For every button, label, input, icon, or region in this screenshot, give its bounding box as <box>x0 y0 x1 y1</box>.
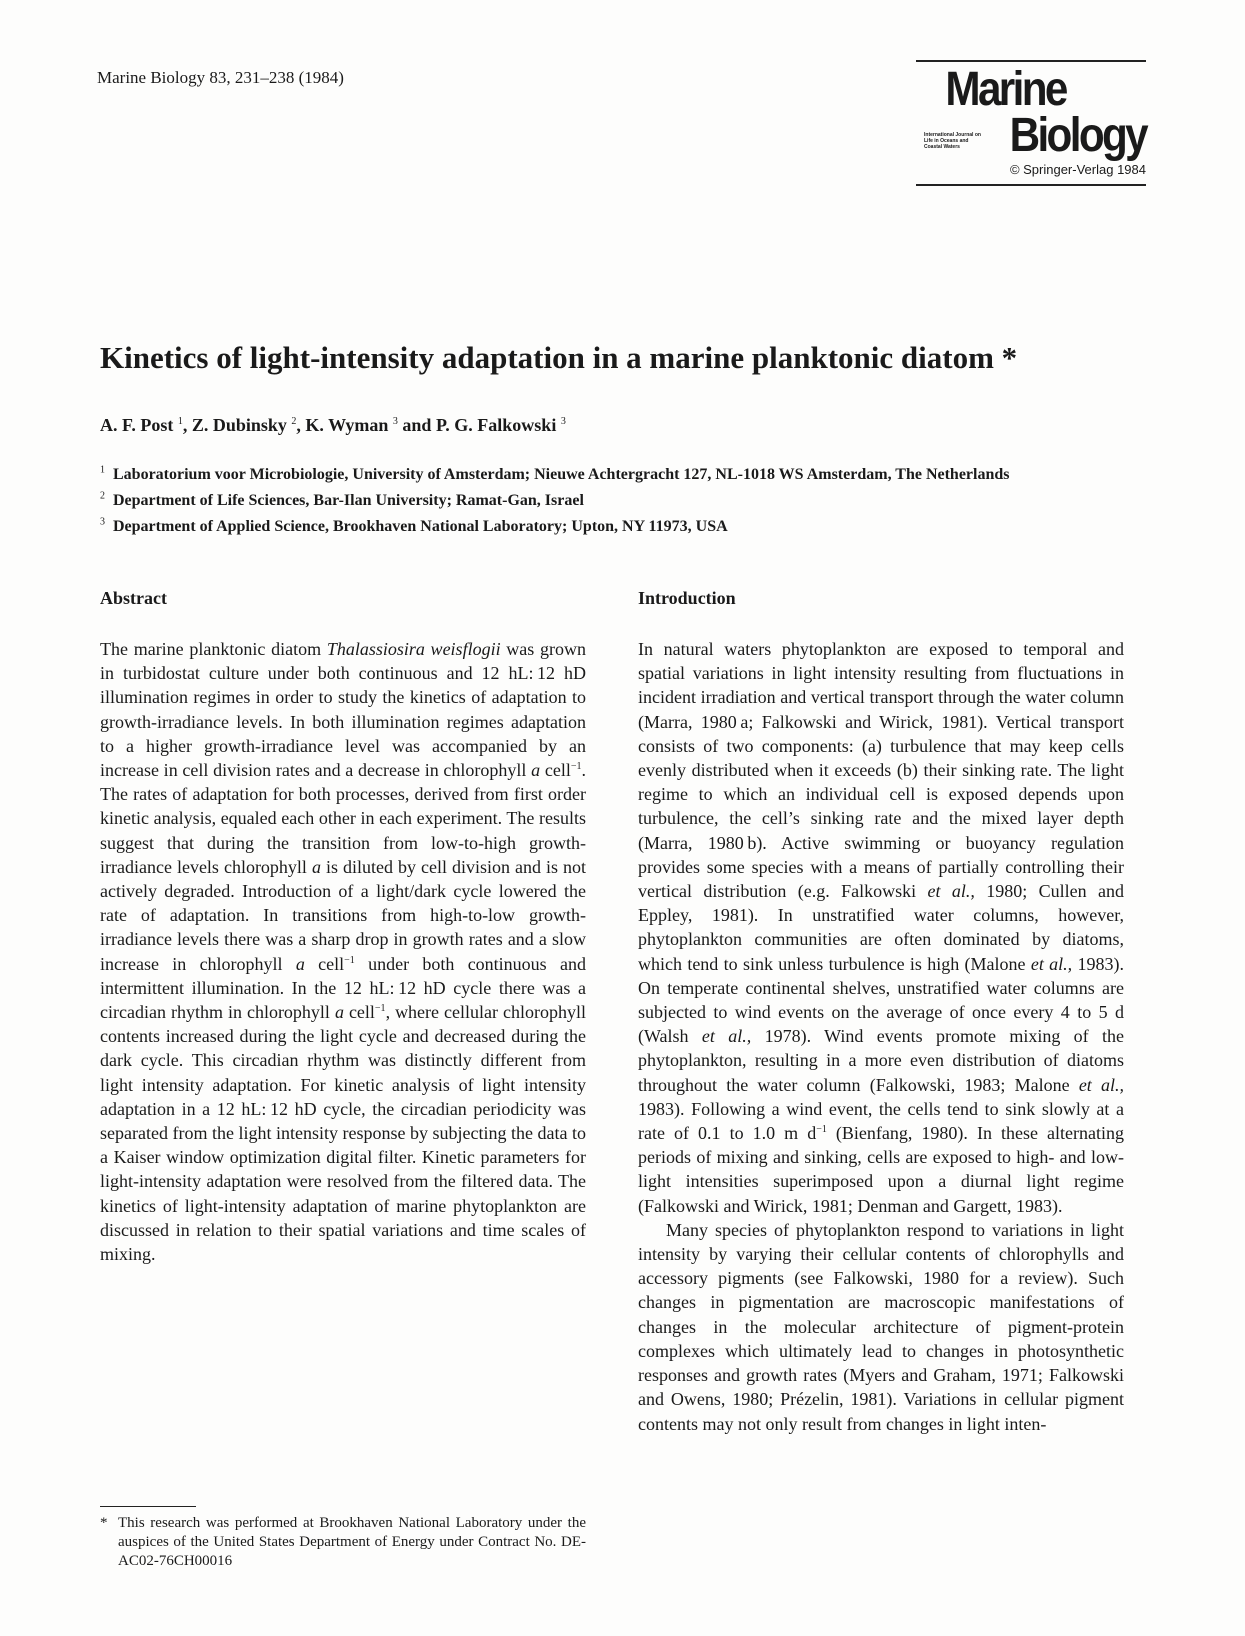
author-affiliation-mark: 2 <box>291 416 297 427</box>
journal-citation: Marine Biology 83, 231–238 (1984) <box>97 68 344 87</box>
footnote-text: This research was performed at Brookhaven National Laboratory under the auspices of the United States Department of Energy under Contract No. DE-AC02-76CH00016 <box>118 1515 586 1569</box>
introduction-column <box>638 588 1124 1436</box>
affiliation-item <box>100 466 1010 492</box>
introduction-heading: Introduction <box>638 588 736 608</box>
affiliation-text: Department of Applied Science, Brookhaven National Laboratory; Upton, NY 11973, USA <box>113 518 728 535</box>
author-name: P. G. Falkowski <box>435 415 557 435</box>
affiliation-number: 1 <box>100 464 105 476</box>
author-affiliation-mark: 3 <box>560 416 566 427</box>
logo-bottom-rule <box>916 184 1146 186</box>
affiliation-number: 3 <box>100 516 105 528</box>
affiliation-text: Laboratorium voor Microbiologie, University of Amsterdam; Nieuwe Achtergracht 127, NL-1018 WS Amsterdam, The Netherlands <box>113 466 1010 483</box>
logo-word-marine: Marine <box>945 63 1066 116</box>
affiliation-text: Department of Life Sciences, Bar-Ilan University; Ramat-Gan, Israel <box>113 492 584 509</box>
author-name: Z. Dubinsky <box>191 415 287 435</box>
footnote <box>100 1514 586 1571</box>
title-text: Kinetics of light-intensity adaptation in a marine planktonic diatom <box>100 340 994 375</box>
author-separator: , <box>296 415 306 435</box>
footnote-rule <box>100 1506 196 1507</box>
journal-logo <box>916 60 1146 190</box>
author-separator: , <box>182 415 192 435</box>
abstract-body: The marine planktonic diatom Thalassiosira weisflogii was grown in turbidostat culture under both continuous and 12 hL: 12 hD illumination regimes in order to study the kinetics of adaptation to growth-irradiance levels. In both illumination regimes adaptation to a higher growth-irradiance level was accompanied by an increase in cell division rates and a decrease in chlorophyll a cell$^{-1}$. The rates of adaptation for both processes, derived from first order kinetic analysis, equaled each other in each experiment. The results suggest that during the transition from low-to-high growth-irradiance levels chlorophyll a is diluted by cell division and is not actively degraded. Introduction of a light/dark cycle lowered the rate of adaptation. In transitions from high-to-low growth-irradiance levels there was a sharp drop in growth rates and a slow increase in chlorophyll a cell$^{-1}$ under both continuous and intermittent illumination. In the 12 hL: 12 hD cycle there was a circadian rhythm in chlorophyll a cell$^{-1}$, where cellular chlorophyll contents increased during the light cycle and decreased during the dark cycle. This circadian rhythm was distinctly different from light intensity adaptation. For kinetic analysis of light intensity adaptation in a 12 hL: 12 hD cycle, the circadian periodicity was separated from the light intensity response by subjecting the data to a Kaiser window optimization digital filter. Kinetic parameters for light-intensity adaptation were resolved from the filtered data. The kinetics of light-intensity adaptation of marine phytoplankton are discussed in relation to their spatial variations and time scales of mixing. <box>100 639 587 1265</box>
author-affiliation-mark: 3 <box>392 416 398 427</box>
author-list <box>100 415 566 436</box>
logo-word-biology: Biology <box>1009 109 1146 162</box>
paper-title <box>100 340 1017 376</box>
introduction-paragraph: Many species of phytoplankton respond to variations in light intensity by varying their cellular contents of chlorophylls and accessory pigments (see Falkowski, 1980 for a review). Such changes in pigmentation are macroscopic manifestations of changes in the molecular architecture of pigment-protein complexes which ultimately lead to changes in photosynthetic responses and growth rates (Myers and Graham, 1971; Falkowski and Owens, 1980; Prézelin, 1981). Variations in cellular pigment contents may not only result from changes in light inten- <box>638 1219 1124 1434</box>
logo-top-rule <box>916 60 1146 62</box>
author-conjunction: and <box>397 415 436 435</box>
affiliation-item <box>100 492 1010 518</box>
author-affiliation-mark: 1 <box>177 416 183 427</box>
affiliation-number: 2 <box>100 490 105 502</box>
author-name: A. F. Post <box>100 415 174 435</box>
abstract-column <box>100 588 586 1266</box>
introduction-paragraph: In natural waters phytoplankton are exposed to temporal and spatial variations in light intensity resulting from fluctuations in incident irradiation and vertical transport through the water column (Marra, 1980 a; Falkowski and Wirick, 1981). Vertical transport consists of two components: (a) turbulence that may keep cells evenly distributed when it exceeds (b) their sinking rate. The light regime to which an individual cell is exposed depends upon turbulence, the cell’s sinking rate and the mixed layer depth (Marra, 1980 b). Active swimming or buoyancy regulation provides some species with a means of partially controlling their vertical distribution (e.g. Falkowski et al., 1980; Cullen and Eppley, 1981). In unstratified water columns, however, phytoplankton communities are often dominated by diatoms, which tend to sink unless turbulence is high (Malone et al., 1983). On temperate continental shelves, unstratified water columns are subjected to wind events on the average of once every 4 to 5 d (Walsh et al., 1978). Wind events promote mixing of the phytoplankton, resulting in a more even distribution of diatoms throughout the water column (Falkowski, 1983; Malone et al., 1983). Following a wind event, the cells tend to sink slowly at a rate of 0.1 to 1.0 m $d^{-1}$ (Bienfang, 1980). In these alternating periods of mixing and sinking, cells are exposed to high- and low-light intensities superimposed upon a diurnal light regime (Falkowski and Wirick, 1981; Denman and Gargett, 1983). <box>638 639 1125 1216</box>
author-name: K. Wyman <box>305 415 389 435</box>
footnote-mark: * <box>100 1515 108 1531</box>
affiliation-item <box>100 518 1010 544</box>
logo-tagline: International Journal on Life in Oceans and Coastal Waters <box>924 132 981 150</box>
affiliation-list <box>100 466 1010 544</box>
copyright-notice: © Springer-Verlag 1984 <box>1009 162 1146 177</box>
abstract-heading: Abstract <box>100 588 167 608</box>
title-footnote-mark: * <box>1001 340 1018 375</box>
